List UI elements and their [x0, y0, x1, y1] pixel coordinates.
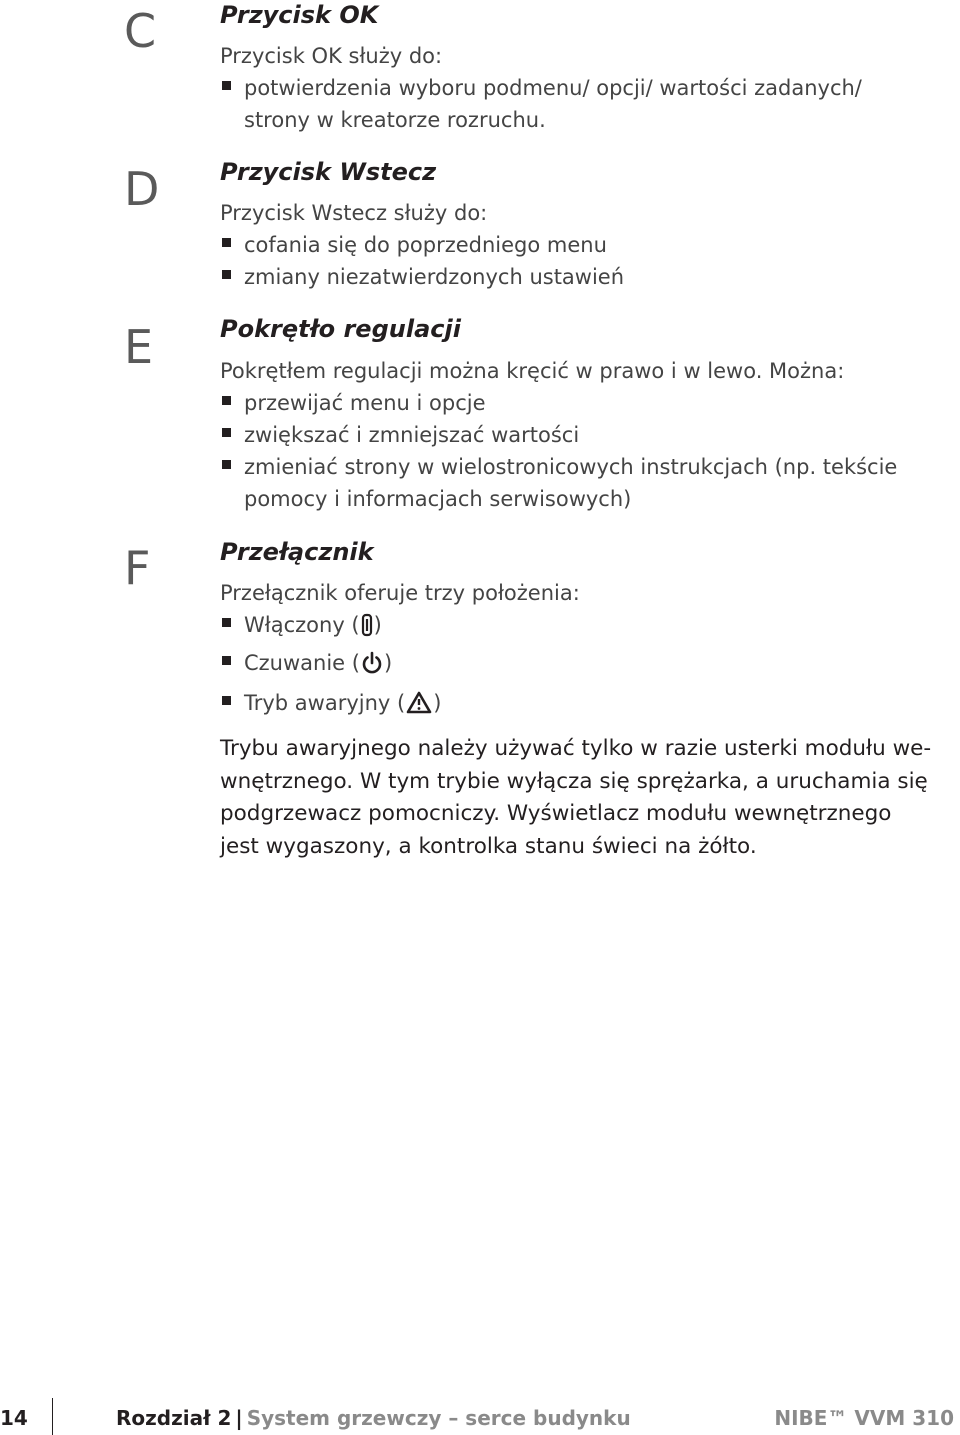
- list-item-text: zmiany niezatwierdzonych ustawień: [244, 265, 625, 289]
- intro-pokretlo-regulacji: Pokrętłem regulacji można kręcić w prawo i w lewo. Można:: [220, 359, 845, 383]
- emergency-mode-paragraph: [220, 733, 955, 863]
- list-item-text: zwiększać i zmniejszać wartości: [244, 423, 580, 447]
- list-item-text: przewijać menu i opcje: [244, 391, 486, 415]
- chapter-label: Rozdział 2: [116, 1406, 232, 1430]
- paragraph-line: wnętrznego. W tym trybie wyłącza się sprężarka, a uruchamia się: [220, 768, 928, 794]
- list-item-text: zmieniać strony w wielostronicowych instrukcjach (np. tekście: [244, 455, 898, 479]
- heading-przycisk-wstecz: Przycisk Wstecz: [220, 158, 437, 186]
- standby-power-icon: [361, 651, 383, 684]
- list-item-text-close: ): [433, 691, 442, 715]
- chapter-title: System grzewczy – serce budynku: [246, 1406, 631, 1430]
- heading-pokretlo-regulacji: Pokrętło regulacji: [220, 315, 461, 343]
- bullet-square-icon: [222, 618, 231, 627]
- intro-przycisk-wstecz: Przycisk Wstecz służy do:: [220, 201, 488, 225]
- list-item-text: Włączony (: [244, 613, 360, 637]
- list-item: [220, 687, 920, 724]
- bullet-square-icon: [222, 656, 231, 665]
- paragraph-line: Trybu awaryjnego należy używać tylko w razie usterki modułu we-: [220, 736, 932, 761]
- bullet-square-icon: [222, 396, 231, 405]
- list-item-text: potwierdzenia wyboru podmenu/ opcji/ wartości zadanych/: [244, 76, 862, 100]
- list-item: [220, 609, 920, 646]
- list-item: [220, 387, 920, 419]
- list-item-text-close: ): [383, 651, 393, 675]
- bullet-square-icon: [222, 81, 231, 90]
- bullet-square-icon: [222, 428, 231, 437]
- bullet-square-icon: [222, 696, 231, 705]
- product-name: NIBE™ VVM 310: [774, 1406, 954, 1430]
- chapter-separator: |: [235, 1406, 243, 1430]
- list-item: [220, 451, 920, 515]
- footer-divider: [52, 1398, 53, 1435]
- list-item-text: Tryb awaryjny (: [244, 691, 406, 715]
- list-item: [220, 261, 920, 293]
- list-item: [220, 647, 920, 684]
- list-item-text: pomocy i informacjach serwisowych): [244, 487, 632, 511]
- list-item-text: Czuwanie (: [244, 651, 360, 675]
- bullet-square-icon: [222, 270, 231, 279]
- emergency-warning-icon: [406, 691, 432, 724]
- list-item: [220, 229, 920, 261]
- paragraph-line: jest wygaszony, a kontrolka stanu świeci na żółto.: [220, 833, 757, 859]
- list-item-text-close: ): [373, 613, 382, 637]
- section-marker-f: F: [124, 541, 151, 595]
- footer-chapter: [116, 1405, 631, 1431]
- section-marker-c: C: [124, 4, 157, 58]
- page-number: 14: [0, 1406, 28, 1430]
- heading-przelacznik: Przełącznik: [220, 538, 374, 566]
- power-on-icon: [361, 613, 373, 646]
- section-marker-d: D: [124, 162, 160, 216]
- list-item-text: cofania się do poprzedniego menu: [244, 233, 607, 257]
- list-item: [220, 72, 920, 136]
- bullet-square-icon: [222, 238, 231, 247]
- intro-przycisk-ok: Przycisk OK służy do:: [220, 44, 443, 68]
- list-item: [220, 419, 920, 451]
- paragraph-line: podgrzewacz pomocniczy. Wyświetlacz modułu wewnętrznego: [220, 801, 892, 826]
- heading-przycisk-ok: Przycisk OK: [220, 1, 379, 29]
- list-item-text: strony w kreatorze rozruchu.: [244, 108, 546, 132]
- section-marker-e: E: [124, 320, 154, 374]
- intro-przelacznik: Przełącznik oferuje trzy położenia:: [220, 581, 580, 605]
- bullet-square-icon: [222, 460, 231, 469]
